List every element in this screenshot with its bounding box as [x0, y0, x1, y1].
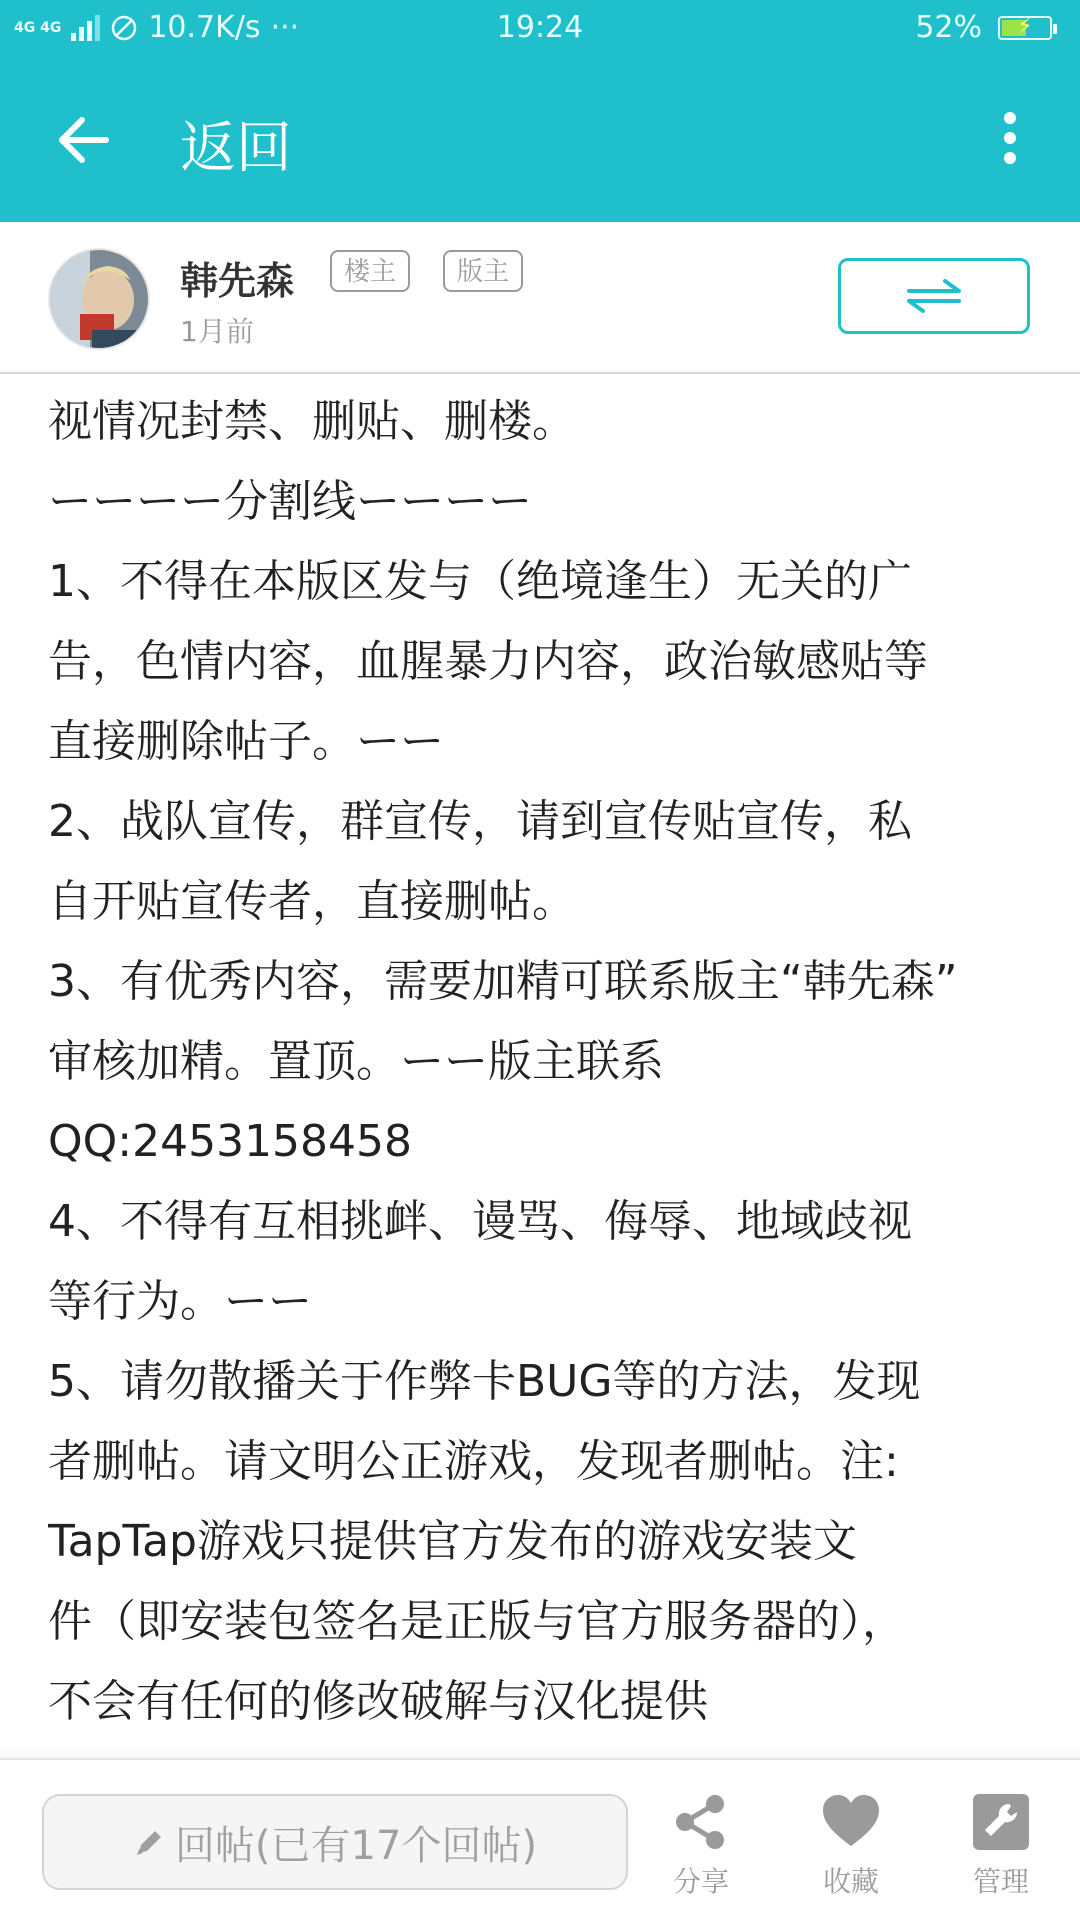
share-icon [669, 1790, 733, 1854]
clock: 19:24 [496, 10, 584, 45]
content-line: 告，色情内容，血腥暴力内容，政治敏感贴等 [48, 636, 928, 687]
reply-placeholder: 回帖(已有17个回帖) [174, 1822, 538, 1869]
content-line: 等行为。ーー [48, 1276, 312, 1327]
battery-icon [998, 13, 1052, 40]
network-speed: 10.7K/s [148, 10, 261, 45]
post-header [0, 222, 1080, 374]
content-line: 审核加精。置顶。ーー版主联系 [48, 1036, 664, 1087]
content-line: TapTap游戏只提供官方发布的游戏安装文 [48, 1516, 857, 1567]
content-line: 自开贴宣传者，直接删帖。 [48, 876, 576, 927]
arrow-left-icon [54, 110, 114, 170]
heart-icon [819, 1790, 883, 1854]
avatar[interactable] [48, 248, 150, 350]
wrench-icon [969, 1790, 1033, 1854]
reply-input[interactable] [42, 1794, 628, 1890]
more-options-button[interactable] [1000, 112, 1020, 168]
more-vertical-icon [1004, 112, 1016, 124]
top-app-bar [0, 56, 1080, 222]
toggle-view-button[interactable] [838, 258, 1030, 334]
moderator-tag: 版主 [443, 250, 523, 292]
favorite-label: 收藏 [822, 1865, 879, 1898]
bottom-action-bar [0, 1758, 1080, 1922]
share-label: 分享 [672, 1865, 729, 1898]
favorite-button[interactable] [791, 1790, 911, 1900]
content-line: 者删帖。请文明公正游戏，发现者删帖。注: [48, 1436, 899, 1487]
content-line: 视情况封禁、删贴、删楼。 [48, 396, 576, 447]
content-line: 1、不得在本版区发与（绝境逢生）无关的广 [48, 556, 912, 607]
content-line: 不会有任何的修改破解与汉化提供 [48, 1676, 708, 1727]
swap-arrows-icon [841, 261, 1027, 331]
manage-label: 管理 [972, 1865, 1029, 1898]
network-type: 4G 4G [14, 19, 62, 36]
content-line: 5、请勿散播关于作弊卡BUG等的方法，发现 [48, 1356, 921, 1407]
content-line: 2、战队宣传，群宣传，请到宣传贴宣传，私 [48, 796, 912, 847]
post-time: 1月前 [180, 315, 254, 348]
post-content [48, 382, 1040, 1758]
content-line: 3、有优秀内容，需要加精可联系版主“韩先森” [48, 956, 958, 1007]
avatar-image [50, 250, 150, 350]
pencil-icon [133, 1825, 167, 1859]
owner-tag: 楼主 [330, 250, 410, 292]
status-bar [0, 0, 1080, 56]
back-button[interactable] [54, 110, 114, 170]
charging-icon: ⚡ [1017, 13, 1033, 39]
content-line: QQ:2453158458 [48, 1116, 413, 1167]
more-notifications: ··· [270, 10, 300, 45]
battery-percent: 52% [915, 10, 982, 45]
content-line: ーーーー分割线ーーーー [48, 476, 532, 527]
back-label[interactable]: 返回 [180, 116, 292, 181]
content-line: 直接删除帖子。ーー [48, 716, 444, 767]
author-name[interactable]: 韩先森 [180, 259, 295, 303]
share-button[interactable] [641, 1790, 761, 1900]
content-line: 4、不得有互相挑衅、谩骂、侮辱、地域歧视 [48, 1196, 912, 1247]
manage-button[interactable] [941, 1790, 1061, 1900]
content-line: 件（即安装包签名是正版与官方服务器的）， [48, 1596, 906, 1647]
